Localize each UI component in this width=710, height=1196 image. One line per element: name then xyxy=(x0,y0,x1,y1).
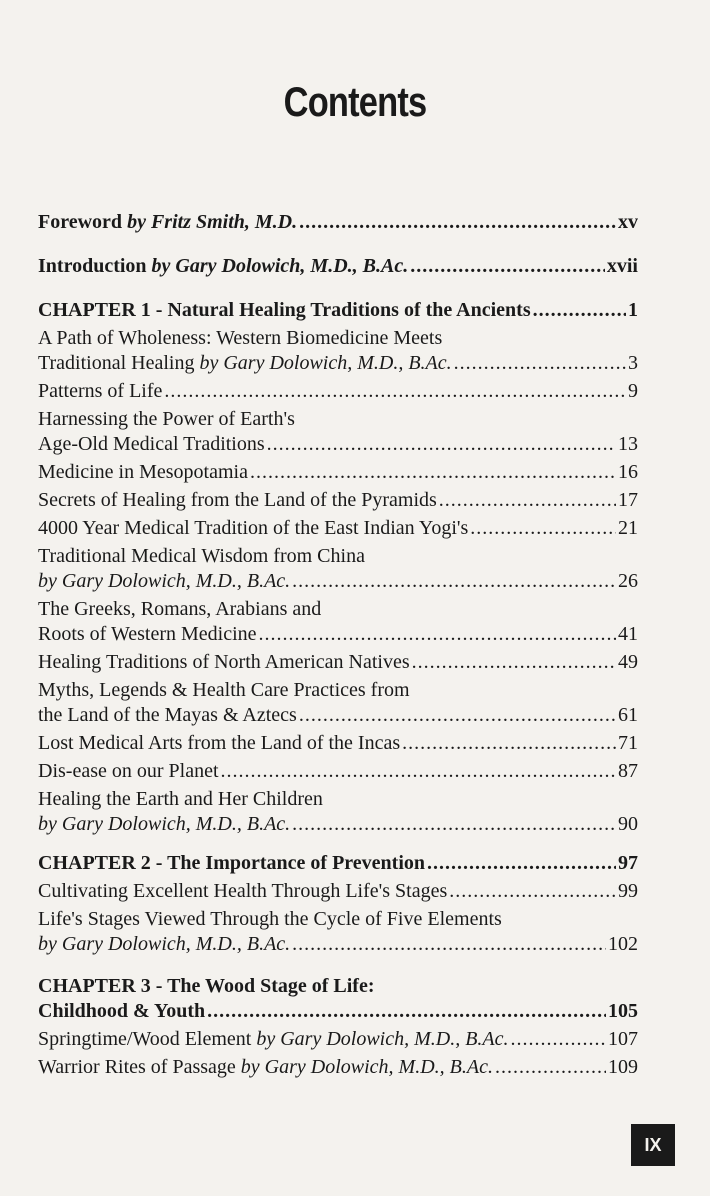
toc-entry-foreword xyxy=(38,210,638,235)
leader-dots xyxy=(454,351,626,376)
item-title: Roots of Western Medicine xyxy=(38,623,257,645)
item-row xyxy=(38,569,638,594)
item-title: Warrior Rites of Passage xyxy=(38,1056,236,1078)
toc-item xyxy=(38,907,638,957)
toc-item xyxy=(38,650,638,675)
item-title: Patterns of Life xyxy=(38,380,163,402)
item-author: by Gary Dolowich, M.D., B.Ac. xyxy=(38,933,291,955)
leader-dots xyxy=(292,569,616,594)
page-number: 90 xyxy=(618,813,638,835)
item-title: Springtime/Wood Element xyxy=(38,1028,252,1050)
item-title: Medicine in Mesopotamia xyxy=(38,461,248,483)
page-number: 3 xyxy=(628,352,638,374)
page-number: 87 xyxy=(618,760,638,782)
item-row xyxy=(38,812,638,837)
page-number: 9 xyxy=(628,380,638,402)
item-title: 4000 Year Medical Tradition of the East Indian Yogi's xyxy=(38,517,469,539)
page-number: 49 xyxy=(618,651,638,673)
item-author: by Gary Dolowich, M.D., B.Ac. xyxy=(240,1056,493,1078)
entry-author: by Gary Dolowich, M.D., B.Ac. xyxy=(151,255,409,277)
leader-dots xyxy=(412,650,616,675)
leader-dots xyxy=(449,879,616,904)
toc-item xyxy=(38,379,638,404)
item-row xyxy=(38,731,638,756)
page-number-box: IX xyxy=(631,1124,675,1166)
toc-item xyxy=(38,759,638,784)
leader-dots xyxy=(299,210,616,235)
leader-dots xyxy=(207,999,606,1024)
chapter-label: CHAPTER 3 - The Wood Stage of Life: xyxy=(38,975,375,997)
toc-entry-introduction xyxy=(38,254,638,279)
page-number: 13 xyxy=(618,433,638,455)
leader-dots xyxy=(250,460,616,485)
item-row xyxy=(38,759,638,784)
toc-chapter-1 xyxy=(38,298,638,323)
leader-dots xyxy=(221,759,616,784)
item-row xyxy=(38,432,638,457)
leader-dots xyxy=(470,516,616,541)
page-number: 99 xyxy=(618,880,638,902)
toc-item xyxy=(38,879,638,904)
item-title: Secrets of Healing from the Land of the Pyramids xyxy=(38,489,437,511)
toc-item xyxy=(38,597,638,647)
page-number: 109 xyxy=(608,1056,638,1078)
page-number: xv xyxy=(618,211,638,233)
table-of-contents xyxy=(38,200,638,1080)
item-row xyxy=(38,1027,638,1052)
leader-dots xyxy=(427,851,616,876)
item-title-line-1: Traditional Medical Wisdom from China xyxy=(38,545,365,567)
item-author: by Gary Dolowich, M.D., B.Ac. xyxy=(256,1028,509,1050)
leader-dots xyxy=(511,1027,606,1052)
leader-dots xyxy=(299,703,616,728)
page-number: 97 xyxy=(618,852,638,874)
page-number: 16 xyxy=(618,461,638,483)
item-row xyxy=(38,488,638,513)
toc-item xyxy=(38,326,638,376)
item-author: by Gary Dolowich, M.D., B.Ac. xyxy=(38,813,291,835)
leader-dots xyxy=(164,379,626,404)
toc-item xyxy=(38,678,638,728)
entry-label: Foreword xyxy=(38,211,123,233)
page-title: Contents xyxy=(283,78,427,125)
item-row xyxy=(38,703,638,728)
item-title: Dis-ease on our Planet xyxy=(38,760,219,782)
toc-item xyxy=(38,460,638,485)
chapter-3-items xyxy=(38,1027,638,1080)
item-title: Traditional Healing xyxy=(38,352,195,374)
toc-item xyxy=(38,731,638,756)
entry-by: by xyxy=(127,211,146,233)
item-row xyxy=(38,932,638,957)
item-row xyxy=(38,516,638,541)
entry-author: Fritz Smith, M.D. xyxy=(150,211,298,233)
item-title: Cultivating Excellent Health Through Life's Stages xyxy=(38,880,448,902)
item-title: the Land of the Mayas & Aztecs xyxy=(38,704,297,726)
item-row xyxy=(38,622,638,647)
leader-dots xyxy=(495,1055,606,1080)
toc-item xyxy=(38,488,638,513)
leader-dots xyxy=(292,932,606,957)
leader-dots xyxy=(410,254,605,279)
toc-item xyxy=(38,516,638,541)
page-number: 105 xyxy=(608,1000,638,1022)
page-number: 61 xyxy=(618,704,638,726)
leader-dots xyxy=(267,432,616,457)
page-number: 17 xyxy=(618,489,638,511)
leader-dots xyxy=(439,488,616,513)
page-number: 41 xyxy=(618,623,638,645)
chapter-label: CHAPTER 2 - The Importance of Prevention xyxy=(38,852,426,874)
item-row xyxy=(38,460,638,485)
item-row xyxy=(38,879,638,904)
leader-dots xyxy=(259,622,616,647)
item-title-line-1: Healing the Earth and Her Children xyxy=(38,788,323,810)
leader-dots xyxy=(292,812,616,837)
page-number: 1 xyxy=(628,299,638,321)
toc-chapter-2 xyxy=(38,851,638,876)
item-row xyxy=(38,1055,638,1080)
chapter-label: CHAPTER 1 - Natural Healing Traditions of the Ancients xyxy=(38,299,531,321)
item-title: Lost Medical Arts from the Land of the Incas xyxy=(38,732,401,754)
leader-dots xyxy=(402,731,616,756)
item-author: by Gary Dolowich, M.D., B.Ac. xyxy=(199,352,452,374)
toc-item xyxy=(38,787,638,837)
toc-item xyxy=(38,1055,638,1080)
item-row xyxy=(38,351,638,376)
toc-item xyxy=(38,544,638,594)
chapter-label-2: Childhood & Youth xyxy=(38,1000,206,1022)
page-number: 107 xyxy=(608,1028,638,1050)
item-title-line-1: Life's Stages Viewed Through the Cycle of Five Elements xyxy=(38,908,502,930)
item-title-line-1: A Path of Wholeness: Western Biomedicine Meets xyxy=(38,327,443,349)
chapter-label-line-2 xyxy=(38,999,638,1024)
leader-dots xyxy=(533,298,626,323)
item-title-line-1: The Greeks, Romans, Arabians and xyxy=(38,598,322,620)
page-number: 21 xyxy=(618,517,638,539)
entry-label: Introduction xyxy=(38,255,147,277)
page-number: 102 xyxy=(608,933,638,955)
item-row xyxy=(38,379,638,404)
page-number: 26 xyxy=(618,570,638,592)
item-title-line-1: Myths, Legends & Health Care Practices from xyxy=(38,679,410,701)
item-author: by Gary Dolowich, M.D., B.Ac. xyxy=(38,570,291,592)
page-number: 71 xyxy=(618,732,638,754)
item-title: Healing Traditions of North American Natives xyxy=(38,651,410,673)
chapter-1-items xyxy=(38,326,638,837)
page-number: xvii xyxy=(606,255,638,277)
toc-item xyxy=(38,407,638,457)
item-title: Age-Old Medical Traditions xyxy=(38,433,265,455)
toc-item xyxy=(38,1027,638,1052)
item-title-line-1: Harnessing the Power of Earth's xyxy=(38,408,295,430)
toc-chapter-3 xyxy=(38,974,638,1024)
chapter-2-items xyxy=(38,879,638,957)
item-row xyxy=(38,650,638,675)
